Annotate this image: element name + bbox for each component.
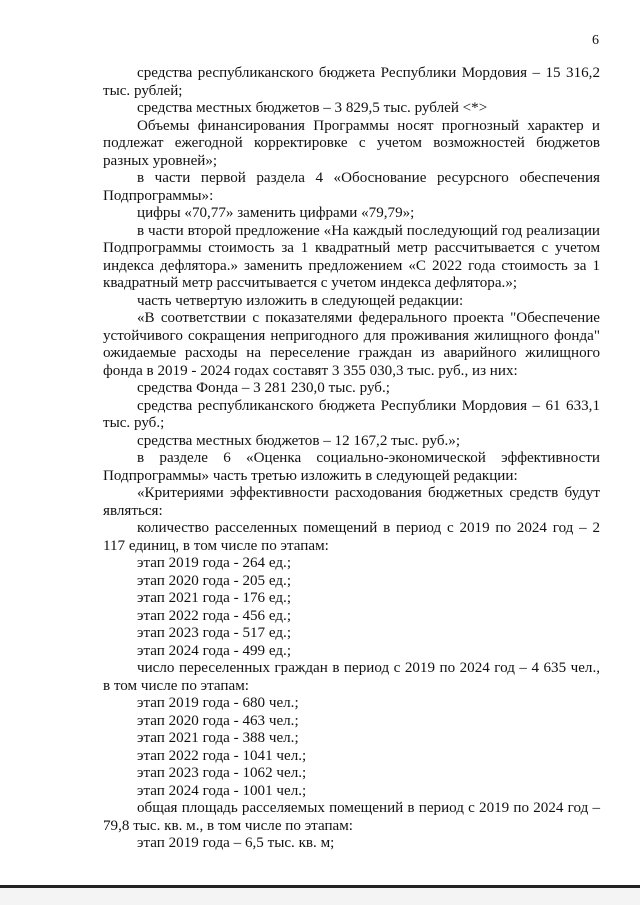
paragraph: этап 2020 года - 463 чел.;	[137, 712, 299, 729]
paragraph: в части первой раздела 4 «Обоснование ресурсного обеспечения Подпрограммы»:	[103, 170, 600, 204]
paragraph: этап 2022 года - 456 ед.;	[137, 607, 292, 624]
paragraph: число переселенных граждан в период с 2019 по 2024 год – 4 635 чел., в том числе по этапам:	[103, 660, 600, 694]
paragraph: средства местных бюджетов – 3 829,5 тыс. рублей <*>	[137, 100, 488, 116]
paragraph: этап 2019 года – 6,5 тыс. кв. м;	[137, 835, 335, 851]
paragraph: часть четвертую изложить в следующей редакции:	[137, 292, 464, 309]
paragraph: этап 2023 года - 517 ед.;	[137, 625, 292, 641]
paragraph: средства республиканского бюджета Республики Мордовия – 61 633,1 тыс. руб.;	[103, 397, 600, 431]
paragraph: в разделе 6 «Оценка социально-экономической эффективности Подпрограммы» часть третью изложить в следующей редакции:	[103, 450, 600, 484]
paragraph: этап 2023 года - 1062 чел.;	[137, 765, 307, 781]
paragraph: средства республиканского бюджета Республики Мордовия – 15 316,2 тыс. рублей;	[103, 65, 600, 99]
page-number: 6	[592, 33, 599, 48]
paragraph: этап 2019 года - 680 чел.;	[137, 695, 299, 711]
paragraph: «Критериями эффективности расходования бюджетных средств будут являться:	[103, 485, 600, 519]
paragraph: средства местных бюджетов – 12 167,2 тыс. руб.»;	[137, 432, 461, 449]
paragraph: в части второй предложение «На каждый последующий год реализации Подпрограммы стоимость за 1 квадратный метр рассчитывается с учетом индекса дефлятора.» заменить предложением «С 2022 года стоимость за 1 квадратный метр рассчитывается с учетом индекса дефлятора.»;	[103, 222, 600, 291]
paragraph: общая площадь расселяемых помещений в период с 2019 по 2024 год – 79,8 тыс. кв. м., в том числе по этапам:	[103, 800, 600, 834]
document-body	[103, 65, 600, 853]
paragraph: Объемы финансирования Программы носят прогнозный характер и подлежат ежегодной корректировке с учетом возможностей бюджетов разных уровней»;	[103, 117, 600, 169]
paragraph: этап 2020 года - 205 ед.;	[137, 572, 292, 589]
paragraph: этап 2021 года - 388 чел.;	[137, 730, 299, 746]
paragraph: этап 2022 года - 1041 чел.;	[137, 747, 307, 764]
paragraph: средства Фонда – 3 281 230,0 тыс. руб.;	[137, 380, 390, 396]
paragraph: «В соответствии с показателями федерального проекта "Обеспечение устойчивого сокращения непригодного для проживания жилищного фонда" ожидаемые расходы на переселение граждан из аварийного жилищного фонда в 2019 - 2024 годах составят 3 355 030,3 тыс. руб., из них:	[103, 310, 600, 379]
paragraph: этап 2024 года - 1001 чел.;	[137, 782, 307, 799]
paragraph: цифры «70,77» заменить цифрами «79,79»;	[137, 205, 415, 221]
paragraph: этап 2021 года - 176 ед.;	[137, 590, 292, 606]
paragraph: этап 2019 года - 264 ед.;	[137, 555, 292, 571]
paragraph: этап 2024 года - 499 ед.;	[137, 642, 292, 659]
paragraph: количество расселенных помещений в период с 2019 по 2024 год – 2 117 единиц, в том числе по этапам:	[103, 520, 600, 554]
scan-margin	[0, 888, 640, 905]
